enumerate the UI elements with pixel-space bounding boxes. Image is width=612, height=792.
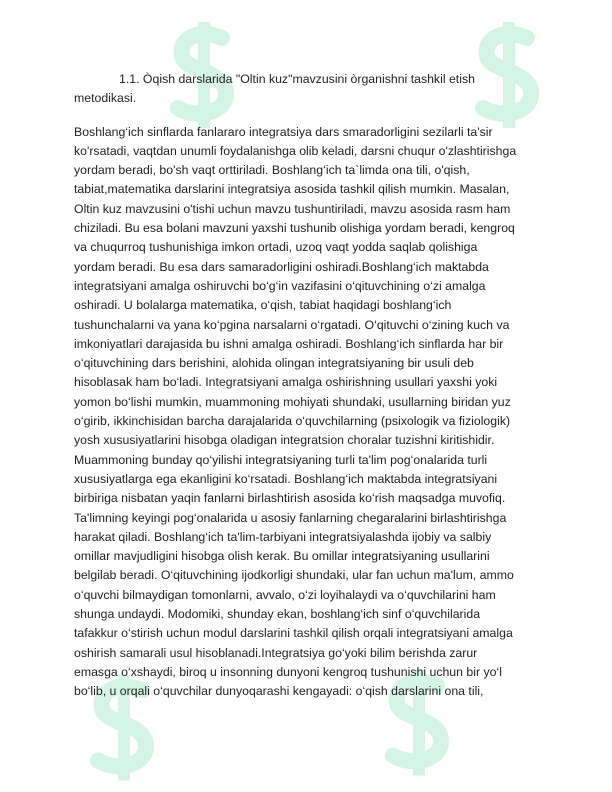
text-line: tushunchalarni va yana ko‘pgina narsalarni o‘rgatadi. O‘qituvchi o‘zining kuch va (74, 317, 510, 332)
heading-line: metodikasi. (74, 91, 137, 106)
text-line: bo‘lib, u orqali o‘quvchilar dunyoqarashi kengayadi: o‘qish darslarini ona tili, (74, 684, 484, 699)
text-line: Muammoning bunday qo‘yilishi integratsiyaning turli ta'lim pog‘onalarida turli (74, 452, 488, 467)
text-line: imkoniyatlari darajasida bu ishni amalga oshiradi. Boshlang‘ich sinflarda har bir (74, 336, 504, 351)
text-line: o‘qituvchining dars berishini, alohida olingan integratsiyaning bir usuli deb (74, 356, 474, 371)
text-line: oshiradi. U bolalarga matematika, o‘qish, tabiat haqidagi boshlang‘ich (74, 298, 452, 313)
body-paragraph (74, 123, 540, 702)
text-line: belgilab beradi. O‘qituvchining ijodkorligi shundaki, ular fan uchun ma'lum, ammo (74, 568, 514, 583)
text-line: oshirish samarali usul hisoblanadi.Integratsiya go‘yoki bilim berishda zarur (74, 645, 478, 660)
text-line: Ta'limning keyingi pog‘onalarida u asosiy fanlarning chegaralarini birlashtirishga (74, 510, 507, 525)
text-line: yordam beradi. Bu esa dars samaradorligini oshiradi.Boshlang‘ich maktabda (74, 259, 489, 274)
text-line: hisoblasak ham bo‘ladi. Integratsiyani amalga oshirishning usullari yaxshi yoki (74, 375, 498, 390)
document-body (74, 70, 540, 702)
text-line: Boshlang‘ich sinflarda fanlararo integratsiya dars smaradorligini sezilarli ta'sir (74, 124, 493, 139)
text-line: shunga undaydi. Modomiki, shunday ekan, boshlang‘ich sinf o‘quvchilarida (74, 607, 481, 622)
text-line: yosh xususiyatlarini hisobga oladigan integratsion choralar tuzishni kiritishidir. (74, 433, 495, 448)
text-line: chiziladi. Bu esa bolani mavzuni yaxshi tushunib olishiga yordam beradi, kengroq (74, 221, 515, 236)
text-line: omillar mavjudligini hisobga olish kerak. Bu omillar integratsiyaning usullarini (74, 549, 490, 564)
text-line: ko'rsatadi, vaqtdan unumli foydalanishga olib keladi, darsni chuqur o'zlashtirishga (74, 143, 517, 158)
text-line: Oltin kuz mavzusini o'tishi uchun mavzu tushuntiriladi, mavzu asosida rasm ham (74, 201, 511, 216)
text-line: tafakkur o‘stirish uchun modul darslarini tashkil qilish orqali integratsiyani amalga (74, 626, 513, 641)
text-line: xususiyatlarga ega ekanligini ko‘rsatadi. Boshlang‘ich maktabda integratsiyani (74, 471, 498, 486)
text-line: emasga o‘xshaydi, biroq u insonning dunyoni kengroq tushunishi uchun bir yo‘l (74, 664, 502, 679)
text-line: integratsiyani amalga oshiruvchi bo‘g‘in vazifasini o‘qituvchining o‘zi amalga (74, 278, 486, 293)
text-line: yordam beradi, bo'sh vaqt orttiriladi. Boshlang‘ich ta`limda ona tili, o'qish, (74, 163, 470, 178)
section-heading (74, 70, 540, 109)
text-line: yomon bo‘lishi mumkin, muammoning mohiyati shundaki, usullarning biridan yuz (74, 394, 511, 409)
text-line: harakat qiladi. Boshlang‘ich ta'lim-tarbiyani integratsiyalashda ijobiy va salbiy (74, 529, 492, 544)
heading-line: 1.1. Òqish darslarida "Oltin kuz"mavzusini òrganishni tashkil etish (119, 72, 475, 86)
text-line: o‘quvchi bilmaydigan tomonlarni, avvalo, o‘zi loyihalaydi va o‘quvchilarini ham (74, 587, 496, 602)
text-line: va chuqurroq tushunishiga imkon ortadi, uzoq vaqt yodda saqlab qolishiga (74, 240, 478, 255)
text-line: birbiriga nisbatan yaqin fanlarni birlashtirish asosida ko‘rish maqsadga muvofiq. (74, 491, 506, 506)
text-line: tabiat,matematika darslarini integratsiya asosida tashkil qilish mumkin. Masalan, (74, 182, 510, 197)
text-line: o‘girib, ikkinchisidan barcha darajalarida o‘quvchilarning (psixologik va fiziologik) (74, 414, 511, 429)
